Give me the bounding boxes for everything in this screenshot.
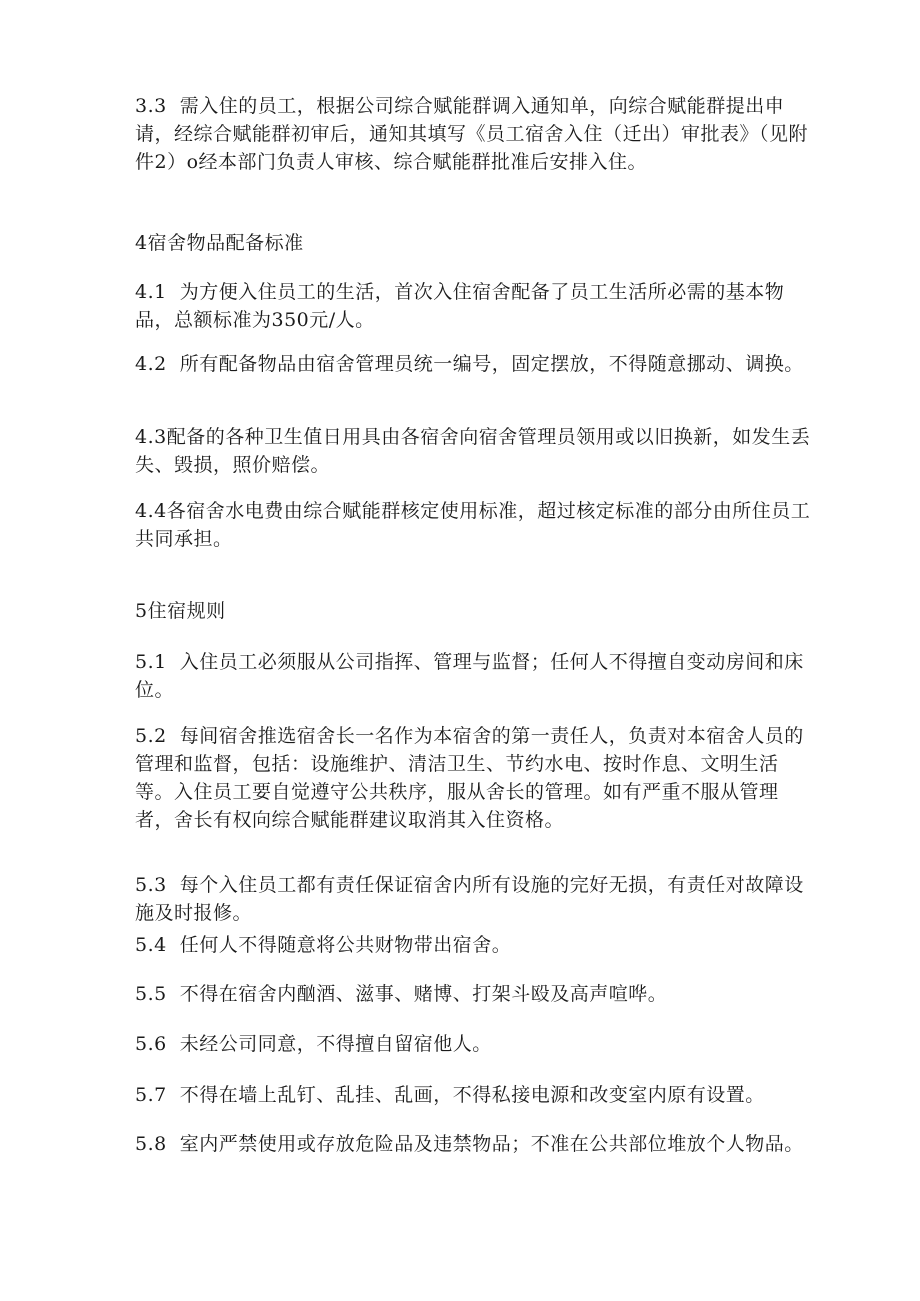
clause-4-2: 4.2 所有配备物品由宿舍管理员统一编号，固定摆放，不得随意挪动、调换。 bbox=[135, 353, 804, 375]
clause-5-3: 5.3 每个入住员工都有责任保证宿舍内所有设施的完好无损，有责任对故障设施及时报修。 bbox=[135, 874, 804, 924]
clause-5-6: 5.6 未经公司同意，不得擅自留宿他人。 bbox=[135, 1033, 492, 1055]
section-4-heading: 4宿舍物品配备标准 bbox=[135, 232, 304, 254]
clause-3-3: 3.3 需入住的员工，根据公司综合赋能群调入通知单，向综合赋能群提出申请，经综合赋能群初审后，通知其填写《员工宿舍入住（迁出）审批表》（见附件2）o经本部门负责人审核、综合赋能群批准后安排入住。 bbox=[135, 95, 809, 173]
section-5-heading: 5住宿规则 bbox=[135, 600, 226, 622]
clause-4-1: 4.1 为方便入住员工的生活，首次入住宿舍配备了员工生活所必需的基本物品，总额标准为350元/人。 bbox=[135, 281, 785, 331]
clause-5-4: 5.4 任何人不得随意将公共财物带出宿舍。 bbox=[135, 934, 512, 956]
clause-4-3: 4.3配备的各种卫生值日用具由各宿舍向宿舍管理员领用或以旧换新，如发生丢失、毁损，照价赔偿。 bbox=[135, 426, 811, 476]
clause-5-8: 5.8 室内严禁使用或存放危险品及违禁物品；不准在公共部位堆放个人物品。 bbox=[135, 1133, 804, 1155]
clause-4-4: 4.4各宿舍水电费由综合赋能群核定使用标准，超过核定标准的部分由所住员工共同承担。 bbox=[135, 500, 811, 550]
clause-5-2: 5.2 每间宿舍推选宿舍长一名作为本宿舍的第一责任人，负责对本宿舍人员的管理和监督，包括：设施维护、清洁卫生、节约水电、按时作息、文明生活等。入住员工要自觉遵守公共秩序，服从舍长的管理。如有严重不服从管理者，舍长有权向综合赋能群建议取消其入住资格。 bbox=[135, 725, 804, 831]
clause-5-7: 5.7 不得在墙上乱钉、乱挂、乱画，不得私接电源和改变室内原有设置。 bbox=[135, 1084, 765, 1106]
clause-5-1: 5.1 入住员工必须服从公司指挥、管理与监督；任何人不得擅自变动房间和床位。 bbox=[135, 651, 804, 701]
clause-5-5: 5.5 不得在宿舍内酗酒、滋事、赌博、打架斗殴及高声喧哗。 bbox=[135, 983, 668, 1005]
